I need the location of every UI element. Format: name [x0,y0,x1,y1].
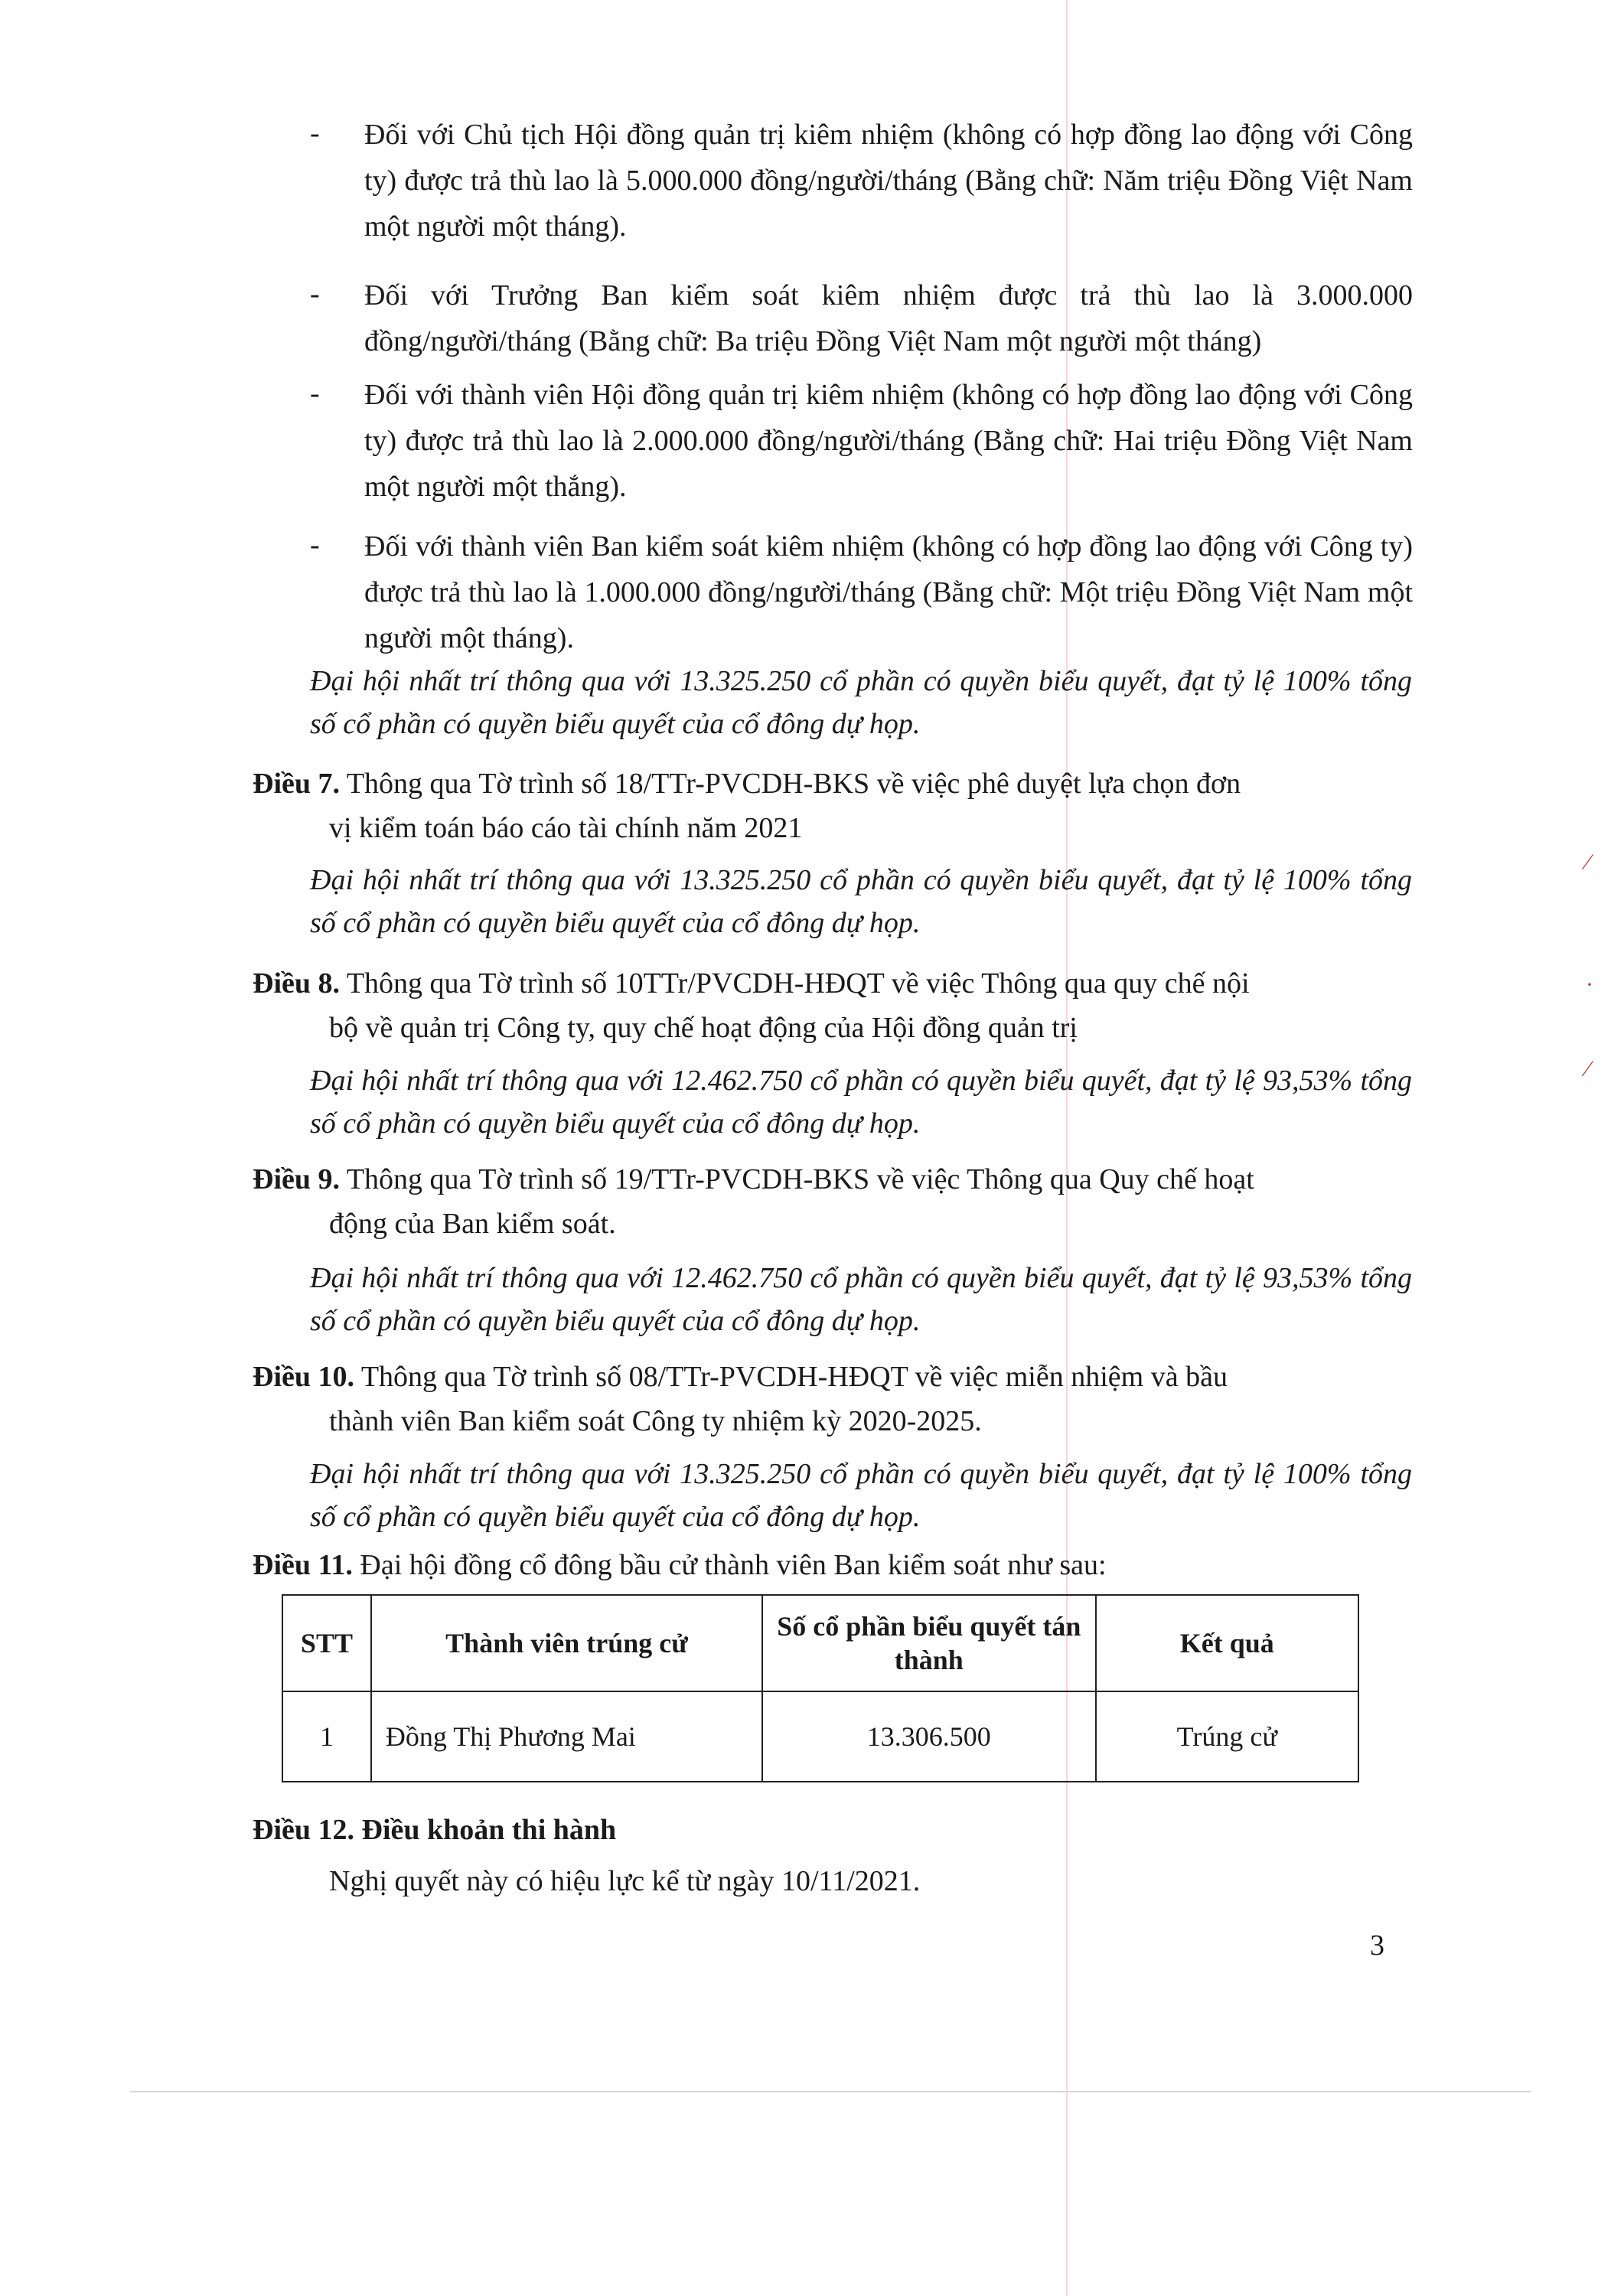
bullet-board-member-fee: Đối với thành viên Hội đồng quản trị kiêm nhiệm (không có hợp đồng lao động với Công ty) được trả thù lao là 2.000.000 đồng/người/tháng (Bằng chữ: Hai triệu Đồng Việt Nam một người một thắng). [364,379,1413,503]
article-10-label: Điều 10. [253,1361,354,1393]
stamp-fragment: ⁄ [1586,1056,1590,1081]
vote-result-art6: Đại hội nhất trí thông qua với 13.325.250 cổ phần có quyền biểu quyết, đạt tỷ lệ 100% tổng số cổ phần có quyền biểu quyết của cổ đông dự họp. [310,665,1412,740]
bullet-supervisory-member-fee: Đối với thành viên Ban kiểm soát kiêm nhiệm (không có hợp đồng lao động với Công ty) được trả thù lao là 1.000.000 đồng/người/tháng (Bằng chữ: Một triệu Đồng Việt Nam một người một tháng). [364,530,1413,654]
col-header-stt: STT [282,1595,371,1691]
article-10-text: Thông qua Tờ trình số 08/TTr-PVCDH-HĐQT về việc miễn nhiệm và bầu [360,1361,1228,1393]
article-8 [253,961,1412,1050]
page-number: 3 [1370,1929,1384,1962]
article-9-text: Thông qua Tờ trình số 19/TTr-PVCDH-BKS về việc Thông qua Quy chế hoạt [346,1163,1254,1195]
bullet-marker: - [310,377,320,409]
article-12 [253,1808,1412,1852]
article-12-title: Điều khoản thi hành [361,1814,617,1846]
stamp-fragment: ⁄ [1586,850,1590,875]
vote-result-art8: Đại hội nhất trí thông qua với 12.462.750 cổ phần có quyền biểu quyết, đạt tỷ lệ 93,53% tổng số cổ phần có quyền biểu quyết của cổ đông dự họp. [310,1065,1412,1140]
stamp-fragment: · [1586,972,1593,997]
bullet-marker: - [310,117,320,149]
article-9-label: Điều 9. [253,1163,340,1195]
cell-stt: 1 [282,1691,371,1782]
article-7-text: Thông qua Tờ trình số 18/TTr-PVCDH-BKS về việc phê duyệt lựa chọn đơn [346,768,1241,800]
vote-result-art7: Đại hội nhất trí thông qua với 13.325.250 cổ phần có quyền biểu quyết, đạt tỷ lệ 100% tổng số cổ phần có quyền biểu quyết của cổ đông dự họp. [310,864,1412,939]
scan-edge-line [130,2091,1531,2092]
article-8-label: Điều 8. [253,967,340,1000]
article-9-text-cont: động của Ban kiểm soát. [329,1208,616,1240]
article-10-text-cont: thành viên Ban kiểm soát Công ty nhiệm kỳ 2020-2025. [329,1405,982,1437]
table-header-row [282,1595,1358,1691]
election-result-table [282,1594,1359,1782]
vote-result-art10: Đại hội nhất trí thông qua với 13.325.250 cổ phần có quyền biểu quyết, đạt tỷ lệ 100% tổng số cổ phần có quyền biểu quyết của cổ đông dự họp. [310,1458,1412,1533]
effective-date-text: Nghị quyết này có hiệu lực kể từ ngày 10/11/2021. [329,1865,921,1897]
bullet-marker: - [310,278,320,310]
article-8-text-cont: bộ về quản trị Công ty, quy chế hoạt động của Hội đồng quản trị [329,1012,1078,1044]
col-header-member: Thành viên trúng cử [371,1595,762,1691]
article-11-text: Đại hội đồng cổ đông bầu cử thành viên Ban kiểm soát như sau: [360,1549,1107,1581]
bullet-supervisory-head-fee: Đối với Trưởng Ban kiểm soát kiêm nhiệm được trả thù lao là 3.000.000 đồng/người/tháng (Bằng chữ: Ba triệu Đồng Việt Nam một người một tháng) [364,279,1413,357]
table-row [282,1691,1358,1782]
article-8-text: Thông qua Tờ trình số 10TTr/PVCDH-HĐQT về việc Thông qua quy chế nội [346,967,1250,1000]
article-7 [253,762,1412,850]
article-11 [253,1543,1412,1587]
article-9 [253,1157,1412,1246]
cell-member-name: Đồng Thị Phương Mai [371,1691,762,1782]
article-7-text-cont: vị kiểm toán báo cáo tài chính năm 2021 [329,812,803,844]
article-11-label: Điều 11. [253,1549,353,1581]
cell-votes: 13.306.500 [762,1691,1095,1782]
col-header-votes: Số cổ phần biểu quyết tán thành [762,1595,1095,1691]
vote-result-art9: Đại hội nhất trí thông qua với 12.462.750 cổ phần có quyền biểu quyết, đạt tỷ lệ 93,53% tổng số cổ phần có quyền biểu quyết của cổ đông dự họp. [310,1262,1412,1337]
cell-result: Trúng cử [1096,1691,1358,1782]
col-header-result: Kết quả [1096,1595,1358,1691]
bullet-marker: - [310,529,320,561]
bullet-chairman-fee: Đối với Chủ tịch Hội đồng quản trị kiêm nhiệm (không có hợp đồng lao động với Công ty) được trả thù lao là 5.000.000 đồng/người/tháng (Bằng chữ: Năm triệu Đồng Việt Nam một người một tháng). [364,119,1413,243]
article-10 [253,1355,1412,1443]
article-7-label: Điều 7. [253,768,340,800]
article-12-label: Điều 12. [253,1814,354,1846]
